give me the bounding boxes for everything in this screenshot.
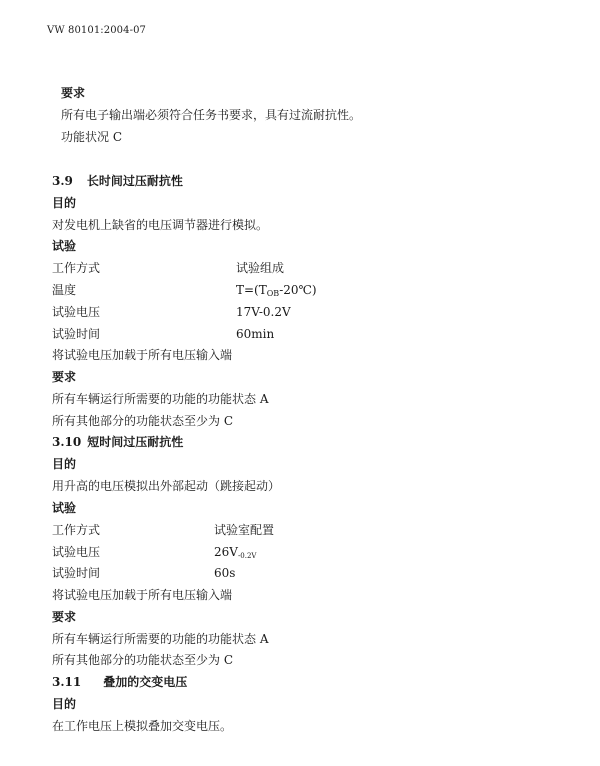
purpose-heading: 目的 <box>52 697 77 711</box>
purpose-heading: 目的 <box>52 196 77 210</box>
requirement-text: 所有其他部分的功能状态至少为 C <box>52 653 233 667</box>
test-param-value: 60min <box>236 327 275 341</box>
document-header: VW 80101:2004-07 <box>47 25 147 36</box>
test-param-label: 试验时间 <box>52 327 101 341</box>
purpose-text: 用升高的电压模拟出外部起动（跳接起动） <box>52 479 281 493</box>
test-param-value: 26V-0.2V <box>214 545 257 560</box>
test-param-label: 温度 <box>52 283 77 297</box>
test-param-value: $T=(T_{OB}-20℃)$ <box>236 283 317 298</box>
apply-voltage-text: 将试验电压加载于所有电压输入端 <box>52 348 233 362</box>
subscript: -0.2V <box>237 552 257 560</box>
test-heading: 试验 <box>52 239 77 253</box>
requirement-text: 所有车辆运行所需要的功能的功能状态 A <box>52 392 269 406</box>
requirement-text: 所有电子输出端必须符合任务书要求，具有过流耐抗性。 <box>61 108 362 122</box>
requirement-heading: 要求 <box>52 610 77 624</box>
test-param-label: 工作方式 <box>52 523 101 537</box>
section-title: 叠加的交变电压 <box>103 675 188 689</box>
purpose-heading: 目的 <box>52 457 77 471</box>
function-state-text: 功能状况 C <box>61 130 122 144</box>
section-number: 3.11 <box>52 675 82 689</box>
test-param-label: 试验电压 <box>52 545 101 559</box>
test-param-label: 试验时间 <box>52 566 101 580</box>
section-title: 短时间过压耐抗性 <box>87 435 184 449</box>
test-param-value: 60s <box>214 566 236 580</box>
section-heading-3-9 <box>52 174 183 188</box>
test-param-value: 17V-0.2V <box>236 305 291 319</box>
section-heading-3-11 <box>52 675 187 689</box>
purpose-text: 在工作电压上模拟叠加交变电压。 <box>52 719 233 733</box>
apply-voltage-text: 将试验电压加载于所有电压输入端 <box>52 588 233 602</box>
requirement-heading: 要求 <box>61 86 86 100</box>
test-heading: 试验 <box>52 501 77 515</box>
test-param-value: 试验室配置 <box>214 523 275 537</box>
requirement-text: 所有其他部分的功能状态至少为 C <box>52 414 233 428</box>
test-param-label: 工作方式 <box>52 261 101 275</box>
test-param-value: 试验组成 <box>236 261 285 275</box>
requirement-text: 所有车辆运行所需要的功能的功能状态 A <box>52 632 269 646</box>
section-heading-3-10 <box>52 435 183 449</box>
section-title: 长时间过压耐抗性 <box>86 174 183 188</box>
section-number: 3.9 <box>52 174 73 188</box>
requirement-heading: 要求 <box>52 370 77 384</box>
test-param-label: 试验电压 <box>52 305 101 319</box>
purpose-text: 对发电机上缺省的电压调节器进行模拟。 <box>52 218 269 232</box>
subscript: OB <box>266 289 280 298</box>
section-number: 3.10 <box>52 435 82 449</box>
